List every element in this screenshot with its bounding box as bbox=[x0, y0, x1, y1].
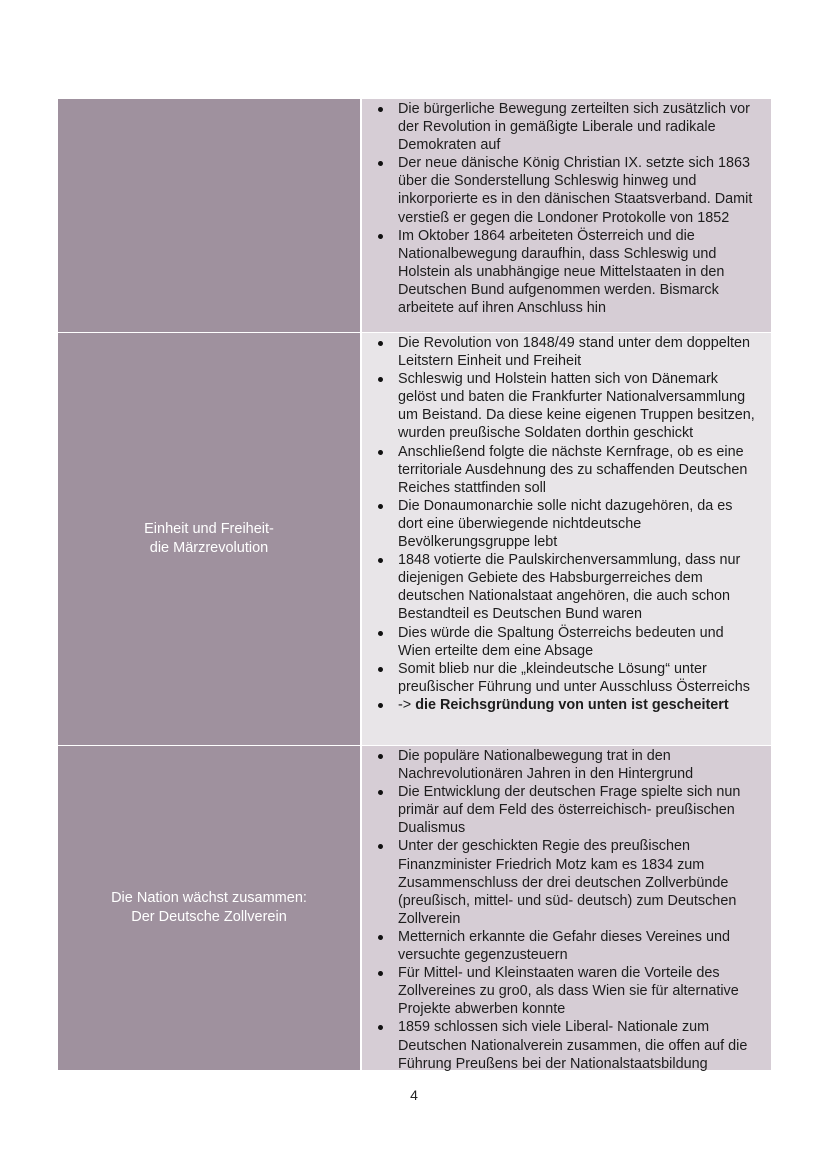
row-title-cell bbox=[58, 746, 362, 1070]
history-table bbox=[58, 99, 771, 1070]
list-item: Die Revolution von 1848/49 stand unter dem doppelten Leitstern Einheit und Freiheit bbox=[398, 334, 757, 370]
table-row-zollverein bbox=[58, 746, 771, 1070]
table-row-schleswig bbox=[58, 99, 771, 333]
row-title-line1: Einheit und Freiheit- bbox=[144, 521, 274, 537]
list-item bbox=[398, 696, 757, 714]
row-content-cell bbox=[362, 99, 771, 332]
row-title-line1: Die Nation wächst zusammen: bbox=[111, 890, 307, 906]
list-item: 1848 votierte die Paulskirchenversammlung, dass nur diejenigen Gebiete des Habsburgerreiches dem deutschen Nationalstaat angehören, die auch schon Bestandteil es Deutschen Bund waren bbox=[398, 551, 757, 623]
list-item: Die bürgerliche Bewegung zerteilten sich zusätzlich vor der Revolution in gemäßigte Liberale und radikale Demokraten auf bbox=[398, 100, 757, 154]
list-item: Anschließend folgte die nächste Kernfrage, ob es eine territoriale Ausdehnung des zu schaffenden Deutschen Reiches stattfinden soll bbox=[398, 443, 757, 497]
row-title-cell bbox=[58, 333, 362, 745]
row-title-line2: die Märzrevolution bbox=[149, 540, 269, 556]
list-item: Die populäre Nationalbewegung trat in den Nachrevolutionären Jahren in den Hintergrund bbox=[398, 747, 757, 783]
list-item: Die Entwicklung der deutschen Frage spielte sich nun primär auf dem Feld des österreichisch- preußischen Dualismus bbox=[398, 783, 757, 837]
row-title-cell bbox=[58, 99, 362, 332]
bullet-list bbox=[370, 100, 757, 317]
arrow-prefix: -> bbox=[398, 696, 416, 713]
list-item: Die Donaumonarchie solle nicht dazugehören, da es dort eine überwiegende nichtdeutsche Bevölkerungsgruppe lebt bbox=[398, 497, 757, 551]
conclusion-text: die Reichsgründung von unten ist gescheitert bbox=[415, 696, 729, 713]
list-item: Unter der geschickten Regie des preußischen Finanzminister Friedrich Motz kam es 1834 zum Zusammenschluss der drei deutschen Zollverbünde (preußisch, mittel- und süd- deutsch) zum Deutschen Zollverein bbox=[398, 837, 757, 927]
list-item: Schleswig und Holstein hatten sich von Dänemark gelöst und baten die Frankfurter Nationalversammlung um Beistand. Da diese keine eigenen Truppen besitzen, wurden preußische Soldaten dorthin geschickt bbox=[398, 370, 757, 442]
row-title-line2: Der Deutsche Zollverein bbox=[131, 909, 287, 925]
list-item: 1859 schlossen sich viele Liberal- Nationale zum Deutschen Nationalverein zusammen, die offen auf die Führung Preußens bei der Nationalstaatsbildung bbox=[398, 1018, 757, 1072]
list-item: Im Oktober 1864 arbeiteten Österreich und die Nationalbewegung daraufhin, dass Schleswig und Holstein als unabhängige neue Mittelstaaten in den Deutschen Bund aufgenommen werden. Bismarck arbeitete auf ihren Anschluss hin bbox=[398, 227, 757, 317]
bullet-list bbox=[370, 334, 757, 714]
row-content-cell bbox=[362, 746, 771, 1070]
list-item: Dies würde die Spaltung Österreichs bedeuten und Wien erteilte dem eine Absage bbox=[398, 624, 757, 660]
page-number: 4 bbox=[410, 1087, 418, 1103]
row-content-cell bbox=[362, 333, 771, 745]
bullet-list bbox=[370, 747, 757, 1073]
list-item: Für Mittel- und Kleinstaaten waren die Vorteile des Zollvereines zu gro0, als dass Wien sie für alternative Projekte abwerben konnte bbox=[398, 964, 757, 1018]
list-item: Der neue dänische König Christian IX. setzte sich 1863 über die Sonderstellung Schleswig hinweg und inkorporierte es in den dänischen Staatsverband. Damit verstieß er gegen die Londoner Protokolle von 1852 bbox=[398, 154, 757, 226]
list-item: Somit blieb nur die „kleindeutsche Lösung“ unter preußischer Führung und unter Ausschluss Österreichs bbox=[398, 660, 757, 696]
list-item: Metternich erkannte die Gefahr dieses Vereines und versuchte gegenzusteuern bbox=[398, 928, 757, 964]
table-row-maerzrevolution bbox=[58, 333, 771, 746]
